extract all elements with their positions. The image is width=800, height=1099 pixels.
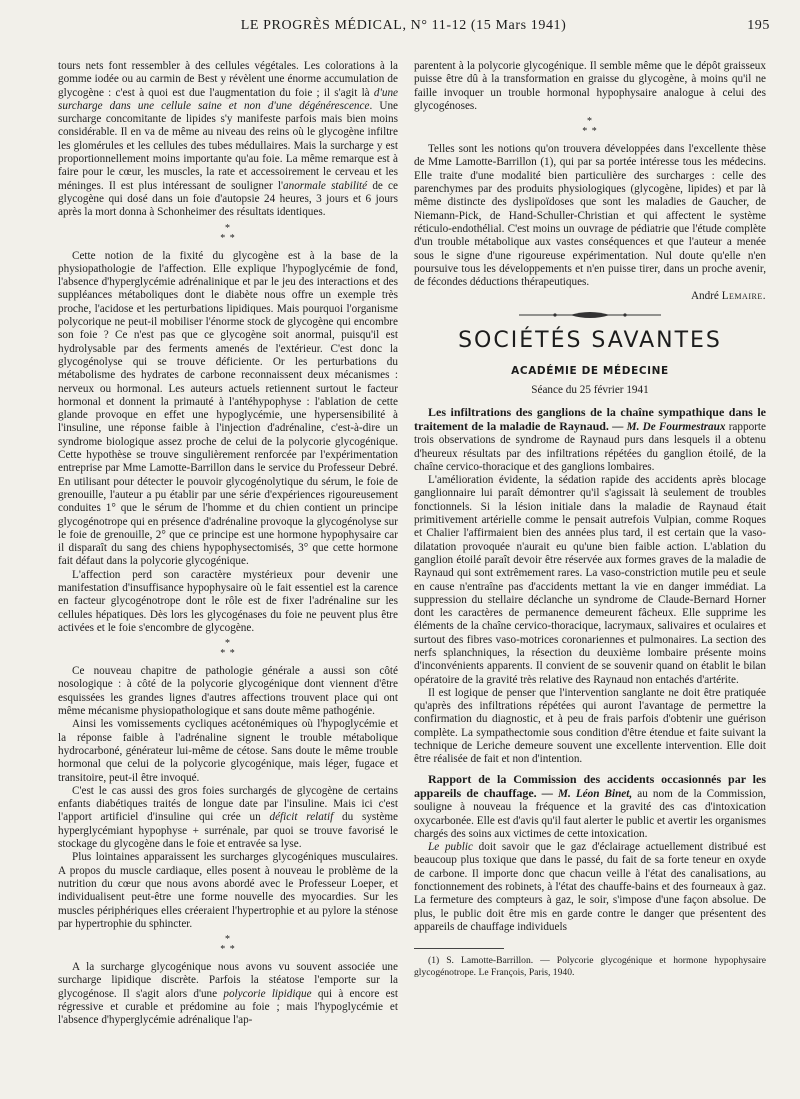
section-title: SOCIÉTÉS SAVANTES <box>458 327 722 353</box>
footnote-rule <box>414 948 504 949</box>
footnote: (1) S. Lamotte-Barrillon. — Polycorie glycogénique et hormone hypophysaire glycogénotrope. Le François, Paris, 1940. <box>414 955 766 978</box>
paragraph: Telles sont les notions qu'on trouvera développées dans l'excellente thèse de Mme Lamotte-Barrillon (1), qui par sa portée intéresse tous les médecins. Elle traite d'une modalité bien particulière des surcharges : celle des parenchymes par des produits physiologiques (glycogène, lipides) et par là même distincte des dyslipoïdoses que sont les maladies de Gaucher, de Niemann-Pick, de Hand-Schuller-Christian et qui affectent le système réticulo-endothélial. C'est moins un ouvrage de pédiatrie que l'étude complète d'un trouble métabolique aux vastes conséquences et que l'auteur a menée sous le signe d'une rigoureuse expérimentation. Nul doute qu'elle n'en poursuive tous les développements et n'en puisse tirer, dans un proche avenir, de fécondes déductions thérapeutiques. <box>414 143 766 289</box>
section-asterism: * * * <box>220 222 236 244</box>
session-date: Séance du 25 février 1941 <box>531 384 649 397</box>
paragraph: Le public doit savoir que le gaz d'éclairage actuellement distribué est beaucoup plus toxique que dans le passé, du fait de sa forte teneur en oxyde de carbone. Il importe donc que chacun veille à l'état des canalisations, au fonctionnement des robinets, à l'état des chauffe-bains et des fourneaux à gaz. La fermeture des compteurs à gaz, le soir, s'impose d'une façon absolue. De plus, le public doit être mis en garde contre le danger que présentent des appareils de chauffage individuels <box>414 841 766 933</box>
paragraph: C'est le cas aussi des gros foies surchargés de glycogène de certains enfants diabétiques traités de longue date par l'insuline. Mais ici c'est l'apport artificiel d'insuline qui crée un déficit relatif du système hyperglycémiant hypophyse + surrénale, par quoi se trouve favorisé le stockage du glycogène dans le foie et entravée sa lyse. <box>58 784 398 851</box>
article-author: — M. De Fourmestraux <box>608 420 726 433</box>
section-asterism: * * * <box>220 934 236 956</box>
section-asterism: * * * <box>220 638 236 660</box>
academy-heading: ACADÉMIE DE MÉDECINE <box>511 365 669 378</box>
paragraph: Ce nouveau chapitre de pathologie générale a aussi son côté nosologique : à côté de la polycorie glycogénique dont viennent d'être esquissées les grandes lignes d'autres affections trouvent place qui ont même mécanisme physiopathologique et sans doute même pathogénie. <box>58 665 398 718</box>
page-number: 195 <box>747 18 770 33</box>
paragraph: Ainsi les vomissements cycliques acétonémiques où l'hypoglycémie et la réponse faible à l'adrénaline signent le trouble métabolique hydrocarboné, générateur lui-même de cétose. Sans doute le même trouble hormonal que celui de la polycorie glycogénique, mais léger, fugace et transitoire, peut-il être invoqué. <box>58 718 398 784</box>
author-signature: André Lemaire. <box>690 290 766 303</box>
paragraph: L'affection perd son caractère mystérieux pour devenir une manifestation d'insuffisance hypophysaire où le fait essentiel est la carence en facteur glycogénotrope dont le rôle est de fixer l'adrénaline sur les cellules hépatiques. Dès lors les glycogénases du foie ne peuvent plus être activées et le foie s'encombre de glycogène. <box>58 568 398 634</box>
paragraph: L'amélioration évidente, la sédation rapide des accidents après blocage ganglionnaire lui paraît démontrer qu'il s'agissait là seulement de troubles fonctionnels. Si la lésion initiale dans la maladie de Raynaud était primitivement artérielle comme le pensait autrefois Vulpian, comme Roques et Chalier l'affirmaient bien des années plus tard, il est certain que la vaso-dilatation provoquée n'aurait eu qu'une bien faible action. L'ablation du ganglion étoilé paraît devoir être réservée aux formes graves de la maladie de Raynaud qui sont extrêmement rares. La vaso-constriction mutile peu et seule en cause n'entraîne pas d'accidents mettant la vie en danger immédiat. La suppression du stellaire déclanche un syndrome de Claude-Bernard Horner dont les caractères de permanence demeurent fâcheux. Elle supprime les éléments de la chaîne cervico-thoracique, lacrymaux, salivaires et oculaires et surtout des fibres vaso-motrices coronariennes et pulmonaires. La section des nerfs splanchniques, la résection du deuxième lombaire présente moins d'inconvénients apparents. Il convient de se souvenir quand on établit le bilan opératoire de la gravité très relative des Raynaud non entachés d'artérite. <box>414 474 766 686</box>
article-paragraph: Les infiltrations des ganglions de la chaîne sympathique dans le traitement de la maladie de Raynaud. — M. De Fourmestraux rapporte trois observations de syndrome de Raynaud purs dans lesquels il a obtenu d'heureux résultats par des infiltrations répétées du ganglion étoilé, de la chaîne cervico-thoracique et des ganglions lombaires. <box>414 404 766 473</box>
paragraph: A la surcharge glycogénique nous avons vu souvent associée une surcharge lipidique discrète. Parfois la stéatose l'emporte sur la glycogénose. Il s'agit alors d'une polycorie lipidique qui à encore est régressive et curable et prédomine au foie ; mais l'hypoglycémie et l'absence d'hyperglycémie adrénalique l'ap- <box>58 961 398 1027</box>
paragraph: tours nets font ressembler à des cellules végétales. Les colorations à la gomme iodée ou au carmin de Best y révèlent une énorme accumulation de glycogène : c'est à quoi est due l'augmentation du foie ; il s'agit là d'une surcharge dans une cellule saine et non d'une dégénérescence. Une surcharge concomitante de lipides s'y manifeste parfois mais bien moins considérable. Il en va de même au niveau des reins où le glycogène infiltre les glomérules et les cellules des tubes médullaires. Mais la surcharge y est proportionnellement moins importante qu'au foie. La même remarque est à faire pour le cœur, les muscles, la rate et accessoirement le cerveau et les méninges. Il est plus intéressant de souligner l'anormale stabilité de ce glycogène qui dosé dans un foie d'autopsie 24 heures, 3 jours et 6 jours après la mort donna à Schonheimer des résultats identiques. <box>58 60 398 219</box>
article-author: — M. Léon Binet, <box>536 787 633 800</box>
left-column <box>58 60 398 1091</box>
article-title: Rapport de la Commission des accidents occasionnés par les appareils de chauffage. <box>414 771 766 800</box>
section-asterism: * * * <box>582 116 598 138</box>
paragraph: Il est logique de penser que l'intervention sanglante ne doit être pratiquée qu'après des infiltrations répétées qui auront l'avantage de permettre la confirmation du diagnostic, et à peu de frais parfois d'obtenir une guérison complète. La sympathectomie sous condition d'être étendue et faite suivant la technique de Leriche demeure souvent une excellente intervention. Elle doit être réalisée de fait et non d'intention. <box>414 686 766 766</box>
right-column <box>414 60 766 1091</box>
paragraph: Cette notion de la fixité du glycogène est à la base de la physiopathologie de l'affection. Elle explique l'hypoglycémie de fond, l'absence d'hyperglycémie adrénalinique et par le jeu des interactions et des suppléances métaboliques dont le diabète nous offre un exemple très proche, l'acidose et les perturbations lipidiques. Mais pourquoi l'organisme polycorique ne peut-il mobiliser l'énorme stock de glycogène qui encombre son foie ? Ce n'est pas que ce glycogène soit anormal, puisqu'il est hydrolysable par des ferments amenés de l'extérieur. C'est donc la glycogénolyse qui se trouve déficiente. Or les perturbations du métabolisme des hydrates de carbone reconnaissent deux mécanismes : nerveux ou hormonal. Les auteurs actuels retiennent surtout le facteur hormonal et donnent la primauté à l'antéhypophyse : l'ablation de cette glande provoque en effet une hypoglycémie, une hypersensibilité à l'insuline, une réponse faible à l'injection d'adrénaline, c'est-à-dire un syndrome biologique assez proche de celui de la polycorie glycogénique. Cette hypothèse se trouve singulièrement renforcée par l'expérimentation entreprise par Mme Lamotte-Barrillon dans le service du Professeur Debré. En utilisant pour détecter le pouvoir glycogénolytique du sérum, le foie de grenouille, l'auteur a pu établir par une série d'expériences rigoureusement conduites 1° que le sérum de l'homme et du chien contient un principe glycogénotrope qui en présence d'adrénaline provoque la glycogénolyse sur le foie de grenouille, 2° que ce principe est une hormone hypophysaire car il disparaît du sang des chiens hypophysectomisés, 3° que cette hormone fait défaut dans la polycorie glycogénique. <box>58 249 398 568</box>
article-paragraph: Rapport de la Commission des accidents occasionnés par les appareils de chauffage. — M. Léon Binet, au nom de la Commission, souligne à nouveau la fréquence et la gravité des cas d'intoxication oxycarbonée. Elle est d'avis qu'il faut alerter le public et avertir les organismes chargés des soins aux victimes de cette intoxication. <box>414 771 766 840</box>
paragraph: Plus lointaines apparaissent les surcharges glycogéniques musculaires. A propos du muscle cardiaque, elles posent à nouveau le problème de la nutrition du cœur que nous avons abordé avec le Professeur Loeper, et individualisent peut-être une forme nouvelle des myocardies. Sur les muscles périphériques elles créeraient l'hypertrophie et au pylore la sténose par hypertrophie du sphincter. <box>58 851 398 930</box>
article-title: Les infiltrations des ganglions de la chaîne sympathique dans le traitement de la maladie de Raynaud. <box>414 404 766 433</box>
ornament-divider <box>515 310 665 320</box>
journal-title: LE PROGRÈS MÉDICAL, N° 11-12 (15 Mars 1941) <box>240 18 567 33</box>
paragraph: parentent à la polycorie glycogénique. Il semble même que le dépôt graisseux puisse être dû à la transformation en graisse du glycogène, à moins qu'il ne faille invoquer un trouble hormonal hypophysaire analogue à celui des glycogénoses. <box>414 60 766 112</box>
running-header <box>60 18 770 34</box>
